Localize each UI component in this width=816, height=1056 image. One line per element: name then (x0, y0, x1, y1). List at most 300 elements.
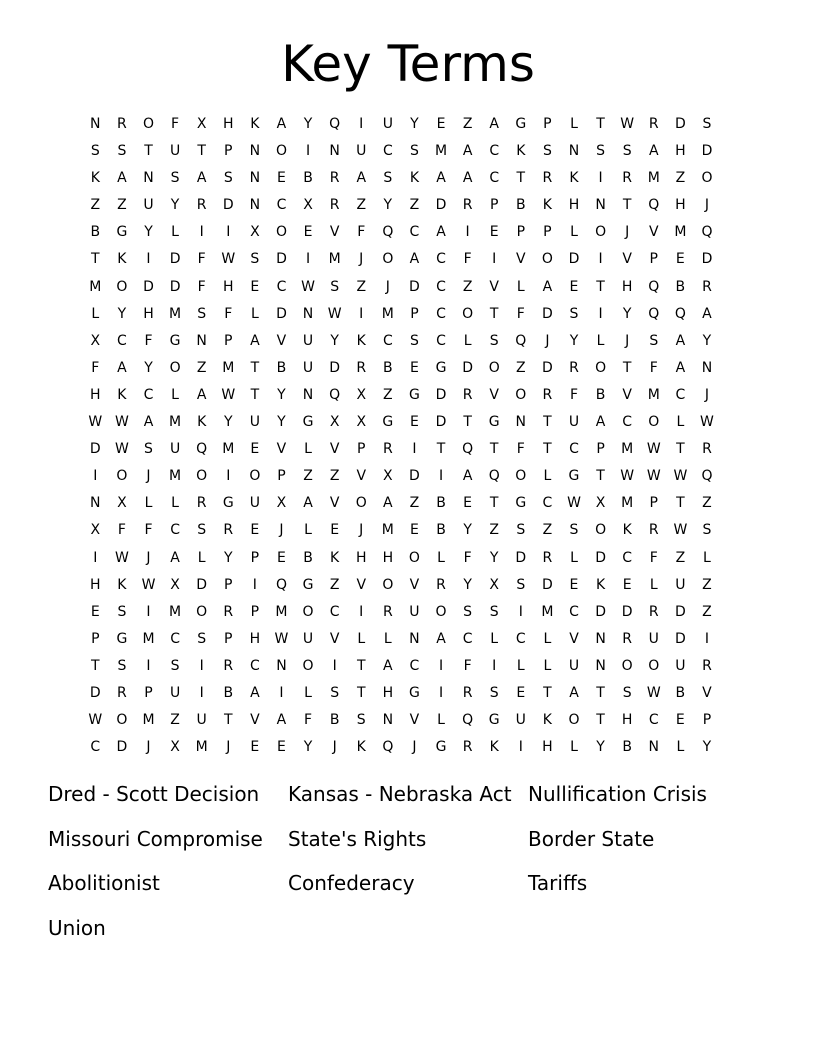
grid-letter[interactable]: O (701, 170, 713, 187)
grid-letter[interactable]: Q (275, 576, 287, 593)
grid-letter[interactable]: C (622, 414, 633, 431)
grid-letter[interactable]: B (436, 522, 446, 539)
grid-letter[interactable]: R (462, 197, 473, 214)
grid-letter[interactable]: P (543, 116, 552, 132)
grid-letter[interactable]: X (489, 576, 499, 593)
grid-letter[interactable]: B (303, 170, 313, 187)
grid-letter[interactable]: N (249, 197, 261, 214)
grid-letter[interactable]: Q (382, 739, 394, 756)
grid-letter[interactable]: W (673, 468, 688, 485)
grid-letter[interactable]: P (543, 224, 552, 241)
grid-letter[interactable]: Y (277, 386, 286, 403)
grid-letter[interactable]: A (569, 684, 579, 701)
grid-letter[interactable]: L (570, 549, 578, 566)
grid-letter[interactable]: O (355, 495, 367, 512)
grid-letter[interactable]: I (305, 143, 311, 160)
grid-letter[interactable]: F (463, 549, 472, 566)
grid-letter[interactable]: F (171, 116, 180, 132)
grid-letter[interactable]: A (436, 170, 446, 187)
grid-letter[interactable]: D (409, 468, 420, 485)
grid-letter[interactable]: R (648, 522, 659, 539)
grid-letter[interactable]: K (117, 386, 127, 403)
grid-letter[interactable]: T (91, 657, 100, 674)
grid-letter[interactable]: R (462, 386, 473, 403)
grid-letter[interactable]: S (170, 170, 180, 187)
grid-letter[interactable]: Y (330, 332, 339, 349)
grid-letter[interactable]: E (250, 522, 260, 539)
grid-letter[interactable]: S (569, 305, 579, 322)
grid-letter[interactable]: A (436, 224, 446, 241)
grid-letter[interactable]: W (221, 386, 236, 403)
grid-letter[interactable]: A (143, 414, 154, 431)
grid-letter[interactable]: E (489, 224, 499, 241)
grid-letter[interactable]: L (197, 549, 206, 566)
grid-letter[interactable]: V (648, 224, 659, 241)
grid-letter[interactable]: X (595, 495, 606, 512)
grid-letter[interactable]: W (141, 576, 156, 593)
grid-letter[interactable]: R (329, 197, 340, 214)
grid-letter[interactable]: M (381, 305, 394, 322)
grid-letter[interactable]: A (196, 386, 207, 403)
grid-letter[interactable]: B (90, 224, 101, 241)
grid-letter[interactable]: D (169, 251, 181, 268)
grid-letter[interactable]: D (89, 441, 101, 458)
grid-letter[interactable]: E (90, 603, 100, 620)
grid-letter[interactable]: Z (303, 468, 313, 485)
grid-letter[interactable]: L (383, 630, 392, 647)
grid-letter[interactable]: O (595, 522, 607, 539)
grid-letter[interactable]: A (489, 116, 499, 132)
grid-letter[interactable]: A (675, 359, 686, 376)
grid-letter[interactable]: S (117, 603, 127, 620)
grid-letter[interactable]: O (595, 224, 607, 241)
grid-letter[interactable]: A (675, 332, 686, 349)
grid-letter[interactable]: Y (702, 739, 712, 756)
grid-letter[interactable]: B (276, 359, 287, 376)
grid-letter[interactable]: V (356, 468, 367, 485)
grid-letter[interactable]: G (302, 414, 314, 431)
grid-letter[interactable]: A (702, 305, 712, 322)
grid-letter[interactable]: F (304, 712, 313, 729)
grid-letter[interactable]: O (515, 468, 527, 485)
grid-letter[interactable]: O (515, 386, 527, 403)
grid-letter[interactable]: E (569, 576, 579, 593)
grid-letter[interactable]: T (489, 305, 499, 322)
grid-letter[interactable]: G (382, 414, 394, 431)
grid-letter[interactable]: F (117, 522, 126, 539)
grid-letter[interactable]: O (648, 414, 660, 431)
grid-letter[interactable]: U (675, 657, 686, 674)
grid-letter[interactable]: W (620, 116, 635, 132)
grid-letter[interactable]: D (701, 251, 713, 268)
grid-letter[interactable]: G (116, 224, 128, 241)
grid-letter[interactable]: S (596, 143, 606, 160)
grid-letter[interactable]: W (221, 251, 236, 268)
grid-letter[interactable]: G (116, 630, 128, 647)
grid-letter[interactable]: D (435, 414, 447, 431)
grid-letter[interactable]: D (329, 359, 341, 376)
grid-letter[interactable]: N (329, 143, 340, 160)
grid-letter[interactable]: R (196, 197, 207, 214)
grid-letter[interactable]: I (279, 684, 284, 701)
grid-letter[interactable]: K (542, 197, 552, 214)
grid-letter[interactable]: X (90, 332, 101, 349)
grid-letter[interactable]: V (250, 712, 260, 729)
grid-letter[interactable]: Y (303, 116, 313, 132)
grid-letter[interactable]: M (169, 414, 182, 431)
grid-letter[interactable]: P (489, 197, 499, 214)
grid-letter[interactable]: T (250, 386, 260, 403)
grid-letter[interactable]: S (542, 143, 552, 160)
grid-letter[interactable]: R (622, 170, 633, 187)
grid-letter[interactable]: I (226, 468, 231, 485)
grid-letter[interactable]: J (625, 224, 630, 241)
grid-letter[interactable]: J (412, 739, 417, 756)
grid-letter[interactable]: X (90, 522, 101, 539)
grid-letter[interactable]: H (143, 305, 154, 322)
grid-letter[interactable]: H (223, 278, 234, 295)
grid-letter[interactable]: X (196, 116, 207, 132)
grid-letter[interactable]: C (170, 522, 180, 539)
grid-letter[interactable]: F (144, 522, 153, 539)
grid-letter[interactable]: N (382, 712, 394, 729)
grid-letter[interactable]: E (409, 414, 419, 431)
grid-letter[interactable]: C (276, 278, 287, 295)
grid-letter[interactable]: F (144, 332, 153, 349)
grid-letter[interactable]: O (116, 468, 128, 485)
grid-letter[interactable]: L (437, 712, 445, 729)
grid-letter[interactable]: W (88, 712, 103, 729)
grid-letter[interactable]: D (116, 739, 128, 756)
grid-letter[interactable]: L (676, 414, 685, 431)
grid-letter[interactable]: K (542, 712, 552, 729)
grid-letter[interactable]: S (702, 522, 712, 539)
grid-letter[interactable]: Z (170, 712, 180, 729)
grid-letter[interactable]: X (250, 224, 260, 241)
grid-letter[interactable]: R (356, 359, 367, 376)
grid-letter[interactable]: Q (674, 305, 686, 322)
grid-letter[interactable]: I (438, 468, 444, 485)
grid-letter[interactable]: E (250, 278, 260, 295)
grid-letter[interactable]: I (518, 603, 523, 620)
grid-letter[interactable]: S (223, 170, 233, 187)
grid-letter[interactable]: F (516, 305, 525, 322)
grid-letter[interactable]: Z (383, 386, 393, 403)
grid-letter[interactable]: Z (702, 603, 712, 620)
grid-letter[interactable]: O (116, 712, 128, 729)
grid-letter[interactable]: T (223, 712, 233, 729)
grid-letter[interactable]: X (170, 739, 180, 756)
grid-letter[interactable]: A (117, 170, 127, 187)
grid-letter[interactable]: C (436, 332, 446, 349)
grid-letter[interactable]: L (516, 278, 525, 295)
grid-letter[interactable]: N (249, 170, 261, 187)
grid-letter[interactable]: I (598, 305, 603, 322)
grid-letter[interactable]: V (329, 630, 340, 647)
grid-letter[interactable]: Z (329, 576, 340, 593)
grid-letter[interactable]: D (435, 386, 447, 403)
grid-letter[interactable]: E (330, 522, 340, 539)
grid-letter[interactable]: H (382, 684, 394, 701)
grid-letter[interactable]: I (412, 441, 417, 458)
grid-letter[interactable]: C (382, 143, 393, 160)
grid-letter[interactable]: D (89, 684, 101, 701)
grid-letter[interactable]: Y (223, 414, 233, 431)
grid-letter[interactable]: T (489, 441, 499, 458)
grid-letter[interactable]: L (703, 549, 711, 566)
grid-letter[interactable]: U (169, 143, 181, 160)
grid-letter[interactable]: T (596, 278, 605, 295)
grid-letter[interactable]: S (622, 143, 632, 160)
grid-letter[interactable]: C (675, 386, 686, 403)
grid-letter[interactable]: R (196, 495, 207, 512)
grid-letter[interactable]: M (674, 224, 687, 241)
grid-letter[interactable]: Z (489, 522, 499, 539)
grid-letter[interactable]: C (276, 197, 287, 214)
grid-letter[interactable]: F (463, 251, 472, 268)
grid-letter[interactable]: C (569, 603, 579, 620)
grid-letter[interactable]: P (224, 143, 233, 160)
grid-letter[interactable]: D (674, 116, 686, 132)
grid-letter[interactable]: F (197, 251, 206, 268)
grid-letter[interactable]: J (279, 522, 284, 539)
grid-letter[interactable]: P (91, 630, 100, 647)
grid-letter[interactable]: Y (303, 739, 313, 756)
grid-letter[interactable]: A (542, 278, 553, 295)
grid-letter[interactable]: A (276, 116, 287, 132)
grid-letter[interactable]: K (117, 576, 127, 593)
grid-letter[interactable]: S (409, 143, 419, 160)
grid-letter[interactable]: D (621, 603, 633, 620)
grid-letter[interactable]: O (302, 657, 314, 674)
grid-letter[interactable]: S (197, 305, 207, 322)
grid-letter[interactable]: N (409, 630, 420, 647)
grid-letter[interactable]: U (648, 630, 659, 647)
grid-letter[interactable]: H (223, 116, 234, 132)
grid-letter[interactable]: S (702, 116, 712, 132)
grid-letter[interactable]: I (438, 657, 444, 674)
grid-letter[interactable]: P (144, 684, 153, 701)
grid-letter[interactable]: V (356, 576, 367, 593)
grid-letter[interactable]: I (199, 684, 204, 701)
grid-letter[interactable]: M (647, 170, 660, 187)
grid-letter[interactable]: F (197, 278, 206, 295)
grid-letter[interactable]: K (489, 739, 499, 756)
grid-letter[interactable]: I (359, 305, 364, 322)
grid-letter[interactable]: C (489, 143, 500, 160)
grid-letter[interactable]: Y (569, 332, 579, 349)
grid-letter[interactable]: N (701, 359, 713, 376)
grid-letter[interactable]: W (114, 414, 129, 431)
grid-letter[interactable]: D (542, 305, 553, 322)
grid-letter[interactable]: G (435, 359, 447, 376)
grid-letter[interactable]: E (250, 739, 260, 756)
grid-letter[interactable]: M (328, 251, 341, 268)
grid-letter[interactable]: L (91, 305, 100, 322)
grid-letter[interactable]: A (117, 359, 127, 376)
grid-letter[interactable]: S (489, 684, 499, 701)
grid-letter[interactable]: C (436, 278, 446, 295)
grid-letter[interactable]: D (435, 197, 447, 214)
grid-letter[interactable]: J (226, 739, 231, 756)
grid-letter[interactable]: D (515, 549, 527, 566)
grid-letter[interactable]: C (489, 170, 500, 187)
grid-letter[interactable]: T (543, 684, 552, 701)
grid-letter[interactable]: N (515, 414, 527, 431)
grid-letter[interactable]: M (142, 712, 155, 729)
grid-letter[interactable]: Y (117, 305, 127, 322)
grid-letter[interactable]: D (595, 549, 606, 566)
grid-letter[interactable]: S (197, 522, 207, 539)
grid-letter[interactable]: P (649, 251, 658, 268)
grid-letter[interactable]: A (462, 468, 473, 485)
grid-letter[interactable]: K (250, 116, 260, 132)
grid-letter[interactable]: B (329, 712, 340, 729)
grid-letter[interactable]: U (675, 576, 686, 593)
grid-letter[interactable]: Y (622, 305, 632, 322)
grid-letter[interactable]: S (383, 170, 393, 187)
grid-letter[interactable]: I (492, 251, 497, 268)
grid-letter[interactable]: C (436, 251, 446, 268)
grid-letter[interactable]: A (250, 684, 260, 701)
grid-letter[interactable]: I (93, 549, 98, 566)
grid-letter[interactable]: E (622, 576, 632, 593)
grid-letter[interactable]: D (542, 359, 553, 376)
grid-letter[interactable]: T (596, 116, 605, 132)
grid-letter[interactable]: I (438, 684, 444, 701)
grid-letter[interactable]: V (622, 251, 632, 268)
grid-letter[interactable]: O (382, 251, 394, 268)
grid-letter[interactable]: J (625, 332, 630, 349)
grid-letter[interactable]: M (142, 630, 155, 647)
grid-letter[interactable]: U (409, 603, 420, 620)
grid-letter[interactable]: U (196, 712, 207, 729)
grid-letter[interactable]: O (249, 468, 261, 485)
grid-letter[interactable]: Q (515, 332, 527, 349)
grid-letter[interactable]: F (649, 359, 658, 376)
grid-letter[interactable]: W (274, 630, 289, 647)
grid-letter[interactable]: K (197, 414, 207, 431)
grid-letter[interactable]: C (90, 739, 101, 756)
grid-letter[interactable]: Q (382, 224, 394, 241)
grid-letter[interactable]: H (621, 712, 633, 729)
grid-letter[interactable]: D (595, 603, 606, 620)
grid-letter[interactable]: L (171, 495, 179, 512)
grid-letter[interactable]: O (196, 468, 208, 485)
grid-letter[interactable]: T (622, 359, 632, 376)
grid-letter[interactable]: U (568, 414, 580, 431)
grid-letter[interactable]: L (543, 468, 552, 485)
grid-letter[interactable]: A (196, 170, 207, 187)
grid-letter[interactable]: H (568, 197, 580, 214)
grid-letter[interactable]: L (357, 630, 366, 647)
grid-letter[interactable]: Q (648, 197, 660, 214)
grid-letter[interactable]: D (462, 359, 473, 376)
grid-letter[interactable]: T (197, 143, 206, 160)
grid-letter[interactable]: T (596, 712, 605, 729)
grid-letter[interactable]: M (195, 739, 208, 756)
grid-letter[interactable]: A (250, 332, 260, 349)
grid-letter[interactable]: F (91, 359, 100, 376)
grid-letter[interactable]: N (302, 386, 314, 403)
grid-letter[interactable]: U (302, 332, 314, 349)
grid-letter[interactable]: E (250, 441, 260, 458)
grid-letter[interactable]: H (675, 143, 686, 160)
grid-letter[interactable]: R (648, 116, 659, 132)
grid-letter[interactable]: C (382, 332, 393, 349)
grid-letter[interactable]: C (462, 630, 473, 647)
grid-letter[interactable]: S (622, 684, 632, 701)
grid-letter[interactable]: I (359, 603, 364, 620)
grid-letter[interactable]: N (648, 739, 659, 756)
grid-letter[interactable]: Y (144, 224, 153, 241)
grid-letter[interactable]: Y (489, 549, 499, 566)
grid-letter[interactable]: T (516, 170, 526, 187)
grid-letter[interactable]: J (146, 468, 151, 485)
grid-letter[interactable]: I (465, 224, 470, 241)
grid-letter[interactable]: M (169, 305, 182, 322)
grid-letter[interactable]: X (276, 495, 287, 512)
grid-letter[interactable]: I (704, 630, 710, 647)
grid-letter[interactable]: F (649, 549, 658, 566)
grid-letter[interactable]: G (302, 576, 314, 593)
grid-letter[interactable]: L (304, 441, 312, 458)
grid-letter[interactable]: V (702, 684, 712, 701)
grid-letter[interactable]: L (543, 630, 552, 647)
grid-letter[interactable]: P (224, 576, 233, 593)
grid-letter[interactable]: H (90, 386, 101, 403)
grid-letter[interactable]: I (598, 251, 603, 268)
grid-letter[interactable]: S (516, 522, 526, 539)
grid-letter[interactable]: D (222, 197, 234, 214)
grid-letter[interactable]: O (648, 657, 660, 674)
grid-letter[interactable]: T (676, 441, 685, 458)
grid-letter[interactable]: N (249, 143, 261, 160)
grid-letter[interactable]: R (117, 684, 127, 701)
grid-letter[interactable]: I (146, 657, 151, 674)
grid-letter[interactable]: O (169, 359, 181, 376)
grid-letter[interactable]: C (170, 630, 180, 647)
grid-letter[interactable]: B (595, 386, 606, 403)
grid-letter[interactable]: C (542, 495, 553, 512)
grid-letter[interactable]: D (276, 251, 287, 268)
grid-letter[interactable]: G (435, 739, 447, 756)
grid-letter[interactable]: W (700, 414, 714, 431)
grid-letter[interactable]: I (199, 657, 204, 674)
grid-letter[interactable]: S (117, 657, 127, 674)
grid-letter[interactable]: X (329, 414, 340, 431)
grid-letter[interactable]: K (117, 251, 127, 268)
grid-letter[interactable]: K (622, 522, 632, 539)
grid-letter[interactable]: J (332, 739, 337, 756)
grid-letter[interactable]: P (596, 441, 605, 458)
grid-letter[interactable]: U (169, 441, 181, 458)
grid-letter[interactable]: I (332, 657, 337, 674)
grid-letter[interactable]: A (303, 495, 313, 512)
grid-letter[interactable]: T (91, 251, 100, 268)
grid-letter[interactable]: T (463, 414, 472, 431)
grid-letter[interactable]: B (436, 495, 446, 512)
grid-letter[interactable]: O (462, 305, 474, 322)
grid-letter[interactable]: V (276, 332, 287, 349)
grid-letter[interactable]: M (621, 441, 634, 458)
grid-letter[interactable]: M (169, 603, 182, 620)
grid-letter[interactable]: Z (409, 197, 420, 214)
grid-letter[interactable]: F (357, 224, 366, 241)
grid-letter[interactable]: W (567, 495, 581, 512)
grid-letter[interactable]: N (568, 143, 580, 160)
grid-letter[interactable]: G (515, 495, 527, 512)
